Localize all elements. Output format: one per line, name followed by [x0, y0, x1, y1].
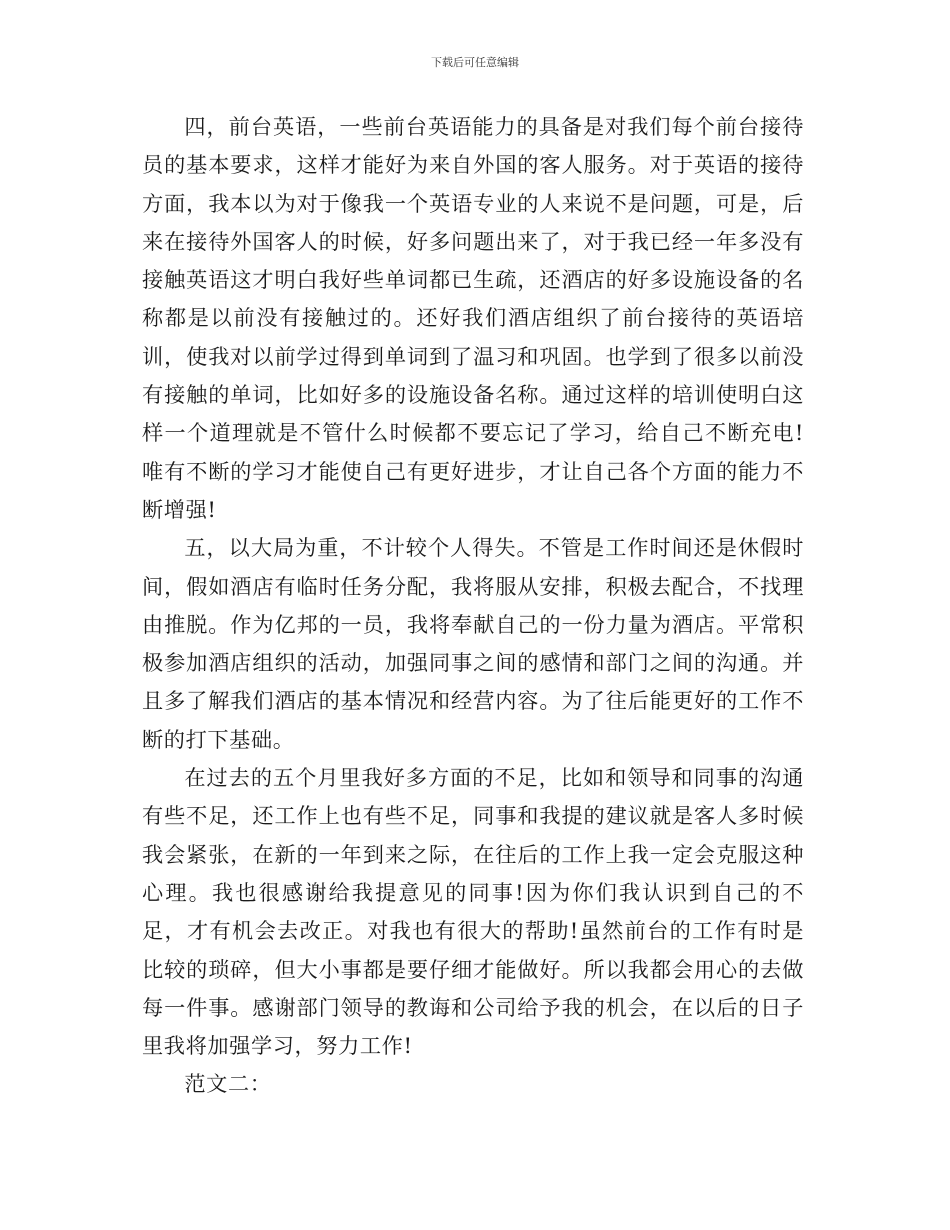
document-body [142, 108, 804, 1104]
paragraph-sample-two-heading: 范文二： [184, 1071, 272, 1097]
paragraph-section-four: 四，前台英语，一些前台英语能力的具备是对我们每个前台接待员的基本要求，这样才能好为来自外国的客人服务。对于英语的接待方面，我本以为对于像我一个英语专业的人来说不是问题，可是，后来在接待外国客人的时候，好多问题出来了，对于我已经一年多没有接触英语这才明白我好些单词都已生疏，还酒店的好多设施设备的名称都是以前没有接触过的。还好我们酒店组织了前台接待的英语培训，使我对以前学过得到单词到了温习和巩固。也学到了很多以前没有接触的单词，比如好多的设施设备名称。通过这样的培训使明白这样一个道理就是不管什么时候都不要忘记了学习，给自己不断充电!唯有不断的学习才能使自己有更好进步，才让自己各个方面的能力不断增强! [142, 114, 804, 522]
page-header: 下载后可任意编辑 [431, 56, 519, 69]
paragraph-section-five: 五，以大局为重，不计较个人得失。不管是工作时间还是休假时间，假如酒店有临时任务分配，我将服从安排，积极去配合，不找理由推脱。作为亿邦的一员，我将奉献自己的一份力量为酒店。平常积极参加酒店组织的活动，加强同事之间的感情和部门之间的沟通。并且多了解我们酒店的基本情况和经营内容。为了往后能更好的工作不断的打下基础。 [142, 535, 804, 752]
paragraph-reflection: 在过去的五个月里我好多方面的不足，比如和领导和同事的沟通有些不足，还工作上也有些不足，同事和我提的建议就是客人多时候我会紧张，在新的一年到来之际，在往后的工作上我一定会克服这种心理。我也很感谢给我提意见的同事!因为你们我认识到自己的不足，才有机会去改正。对我也有很大的帮助!虽然前台的工作有时是比较的琐碎，但大小事都是要仔细才能做好。所以我都会用心的去做每一件事。感谢部门领导的教诲和公司给予我的机会，在以后的日子里我将加强学习，努力工作! [142, 765, 804, 1059]
